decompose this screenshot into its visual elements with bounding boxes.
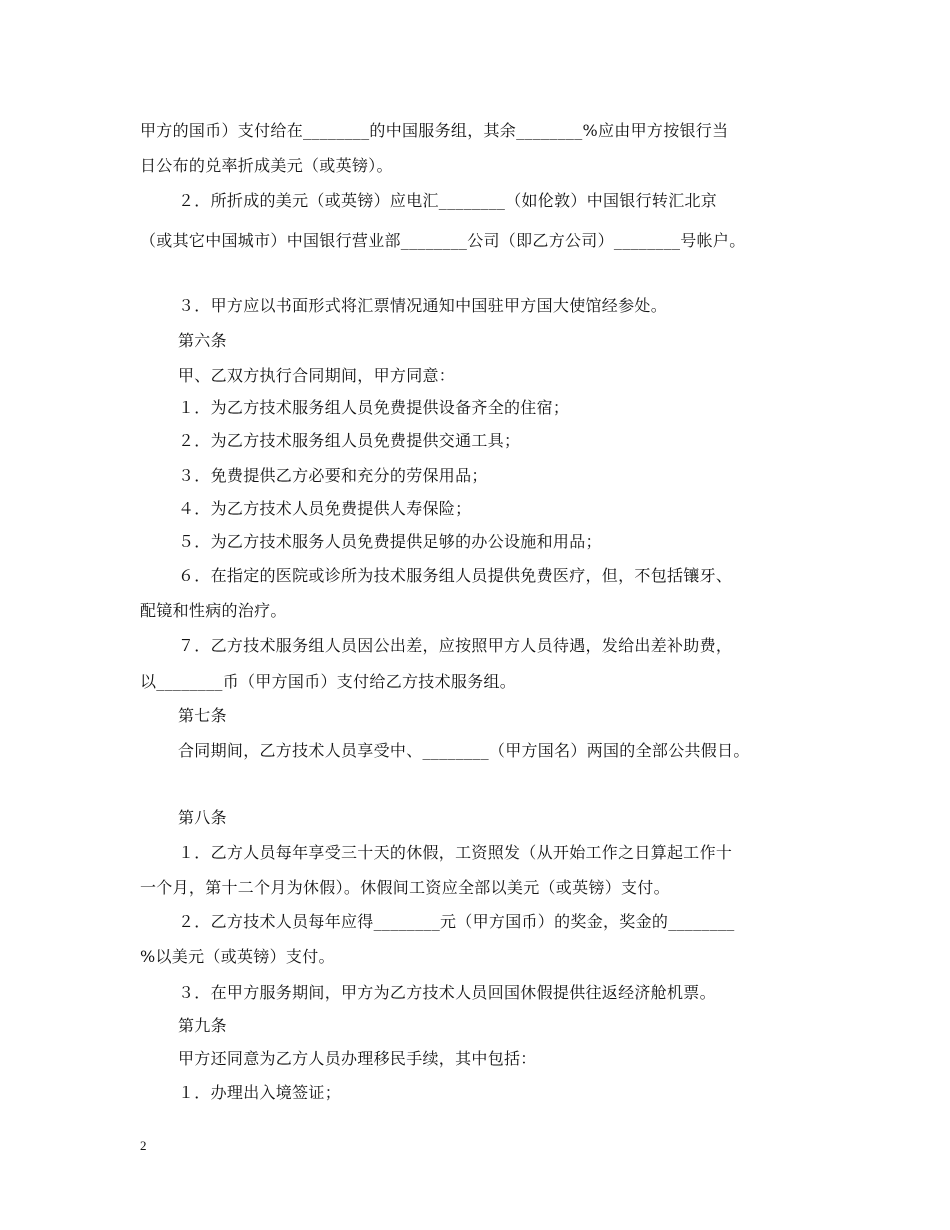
section-heading: 第九条 (178, 1016, 227, 1035)
text-line: ３．甲方应以书面形式将汇票情况通知中国驻甲方国大使馆经参处。 (178, 296, 668, 315)
text-line: 合同期间，乙方技术人员享受中、________（甲方国名）两国的全部公共假日。 (178, 741, 750, 760)
page-number: 2 (140, 1138, 147, 1153)
list-item: ４．为乙方技术人员免费提供人寿保险； (178, 499, 472, 518)
list-item: ３．免费提供乙方必要和充分的劳保用品； (178, 466, 488, 485)
text-line: 以________币（甲方国币）支付给乙方技术服务组。 (140, 672, 517, 691)
section-heading: 第七条 (178, 706, 227, 725)
text-line: 日公布的兑率折成美元（或英镑）。 (140, 156, 393, 175)
list-item: １．为乙方技术服务组人员免费提供设备齐全的住宿； (178, 398, 570, 417)
list-item: ６．在指定的医院或诊所为技术服务组人员提供免费医疗，但，不包括镶牙、 (178, 566, 733, 585)
list-item: １．办理出入境签证； (178, 1083, 342, 1102)
text-line: 一个月，第十二个月为休假）。休假间工资应全部以美元（或英镑）支付。 (140, 878, 670, 897)
text-line: 配镜和性病的治疗。 (140, 601, 287, 620)
list-item: ２．乙方技术人员每年应得________元（甲方国币）的奖金，奖金的________ (178, 912, 735, 931)
text-line: 甲方的国币）支付给在________的中国服务组，其余________%应由甲方按银行当 (140, 121, 729, 140)
section-heading: 第八条 (178, 808, 227, 827)
text-line: 甲方还同意为乙方人员办理移民手续，其中包括： (178, 1049, 537, 1068)
list-item: ２．为乙方技术服务组人员免费提供交通工具； (178, 431, 521, 450)
text-line: %以美元（或英镑）支付。 (140, 947, 335, 966)
section-heading: 第六条 (178, 331, 227, 350)
text-line: （或其它中国城市）中国银行营业部________公司（即乙方公司）________号帐户。 (140, 231, 746, 250)
text-line: ２．所折成的美元（或英镑）应电汇________（如伦敦）中国银行转汇北京 (178, 191, 718, 210)
list-item: ５．为乙方技术服务人员免费提供足够的办公设施和用品； (178, 532, 602, 551)
list-item: ３．在甲方服务期间，甲方为乙方技术人员回国休假提供往返经济舱机票。 (178, 983, 716, 1002)
list-item: １．乙方人员每年享受三十天的休假，工资照发（从开始工作之日算起工作十 (178, 843, 733, 862)
text-line: 甲、乙双方执行合同期间，甲方同意： (178, 366, 456, 385)
list-item: ７．乙方技术服务组人员因公出差，应按照甲方人员待遇，发给出差补助费， (178, 636, 733, 655)
